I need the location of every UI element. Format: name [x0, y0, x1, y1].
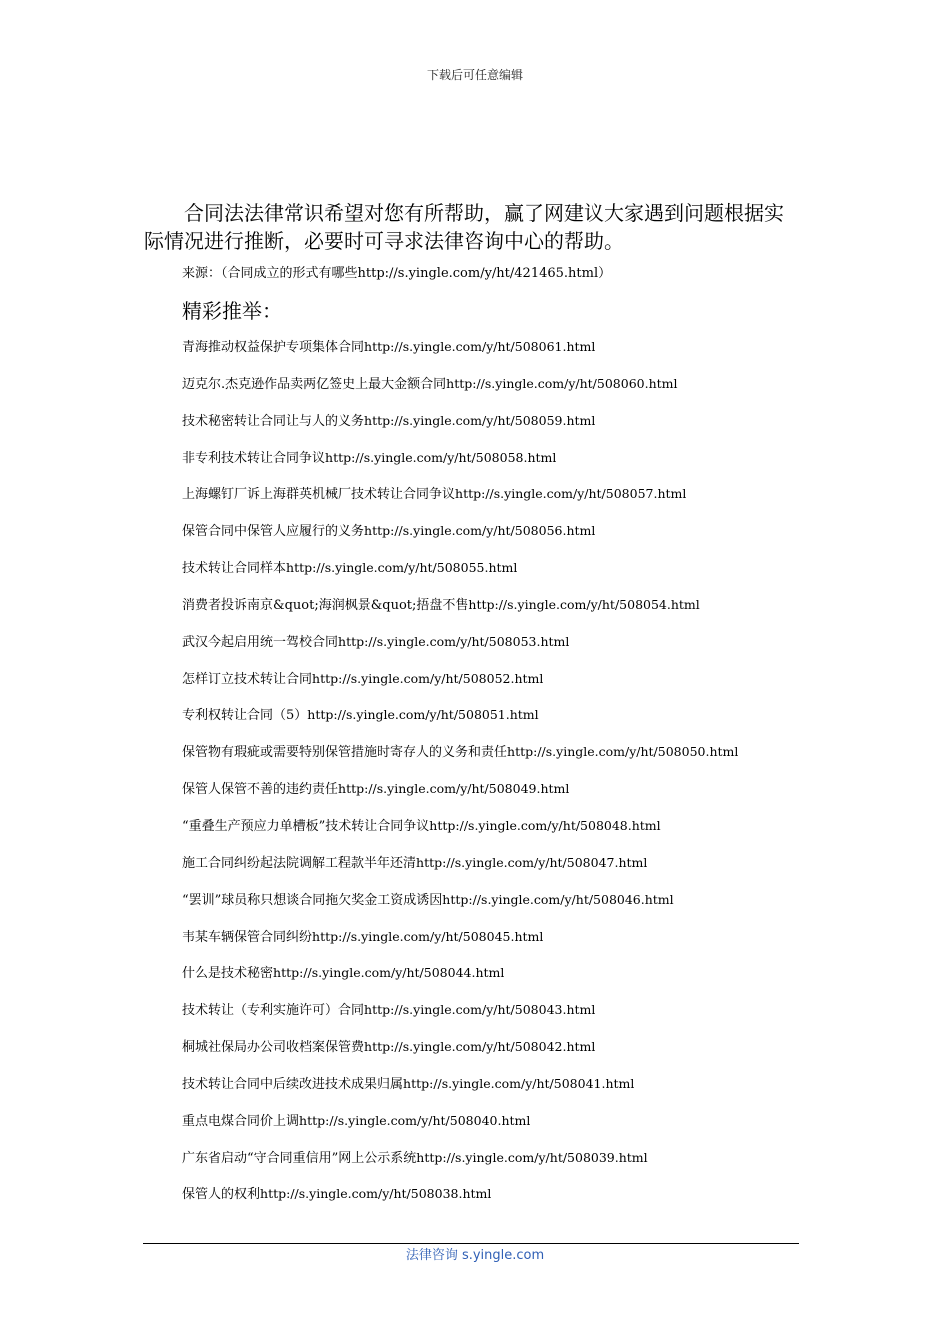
list-item[interactable]: [182, 927, 822, 964]
recommend-item-url[interactable]: http://s.yingle.com/y/ht/508039.html: [416, 1149, 648, 1165]
list-item[interactable]: [182, 558, 822, 595]
recommend-item-url[interactable]: http://s.yingle.com/y/ht/508060.html: [446, 375, 678, 391]
recommend-item-title[interactable]: 专利权转让合同（5）: [182, 708, 308, 724]
recommend-item-title[interactable]: 保管合同中保管人应履行的义务: [182, 524, 365, 540]
recommend-item-url[interactable]: http://s.yingle.com/y/ht/508059.html: [364, 412, 596, 428]
recommend-item-title[interactable]: 什么是技术秘密: [182, 966, 274, 982]
list-item[interactable]: [182, 890, 822, 927]
recommend-item-title[interactable]: 技术转让（专利实施许可）合同: [182, 1003, 365, 1019]
list-item[interactable]: [182, 595, 822, 632]
recommend-item-url[interactable]: http://s.yingle.com/y/ht/508047.html: [416, 854, 648, 870]
recommend-item-title[interactable]: “重叠生产预应力单槽板”技术转让合同争议: [182, 818, 430, 834]
list-item[interactable]: [182, 1074, 822, 1111]
recommend-item-title[interactable]: 重点电煤合同价上调: [182, 1113, 300, 1129]
recommend-item-url[interactable]: http://s.yingle.com/y/ht/508041.html: [403, 1075, 635, 1091]
list-item[interactable]: [182, 448, 822, 485]
list-item[interactable]: [182, 411, 822, 448]
list-item[interactable]: [182, 374, 822, 411]
list-item[interactable]: [182, 337, 822, 374]
list-item[interactable]: [182, 1000, 822, 1037]
recommend-item-title[interactable]: 上海螺钉厂诉上海群英机械厂技术转让合同争议: [182, 487, 456, 503]
recommend-item-url[interactable]: http://s.yingle.com/y/ht/508051.html: [307, 707, 539, 723]
recommend-item-url[interactable]: http://s.yingle.com/y/ht/508049.html: [338, 781, 570, 797]
recommend-item-title[interactable]: 技术秘密转让合同让与人的义务: [182, 413, 365, 429]
recommend-heading: 精彩推举：: [182, 299, 282, 323]
recommend-item-title[interactable]: 施工合同纠纷起法院调解工程款半年还清: [182, 855, 417, 871]
recommend-item-title[interactable]: 技术转让合同中后续改进技术成果归属: [182, 1076, 404, 1092]
list-item[interactable]: [182, 1037, 822, 1074]
recommend-item-url[interactable]: http://s.yingle.com/y/ht/508055.html: [286, 560, 518, 576]
recommend-item-title[interactable]: 迈克尔.杰克逊作品卖两亿签史上最大金额合同: [182, 376, 447, 392]
recommend-item-title[interactable]: 保管人保管不善的违约责任: [182, 782, 339, 798]
recommend-item-url[interactable]: http://s.yingle.com/y/ht/508053.html: [338, 633, 570, 649]
recommend-item-url[interactable]: http://s.yingle.com/y/ht/508043.html: [364, 1002, 596, 1018]
recommend-item-title[interactable]: 消费者投诉南京&quot;海润枫景&quot;捂盘不售: [182, 597, 469, 613]
list-item[interactable]: [182, 963, 822, 1000]
list-item[interactable]: [182, 1148, 822, 1185]
recommend-item-url[interactable]: http://s.yingle.com/y/ht/508045.html: [312, 928, 544, 944]
recommend-item-url[interactable]: http://s.yingle.com/y/ht/508058.html: [325, 449, 557, 465]
recommend-item-url[interactable]: http://s.yingle.com/y/ht/508038.html: [260, 1186, 492, 1202]
source-line: 来源：（合同成立的形式有哪些http://s.yingle.com/y/ht/421465.html）: [182, 266, 612, 281]
recommend-item-title[interactable]: 保管人的权利: [182, 1187, 261, 1203]
recommend-item-url[interactable]: http://s.yingle.com/y/ht/508044.html: [273, 965, 505, 981]
footer-link[interactable]: 法律咨询 s.yingle.com: [405, 1248, 545, 1263]
list-item[interactable]: [182, 779, 822, 816]
recommend-item-url[interactable]: http://s.yingle.com/y/ht/508040.html: [299, 1112, 531, 1128]
page-header-note: 下载后可任意编辑: [426, 68, 523, 82]
footer-divider: [143, 1243, 799, 1244]
recommend-item-title[interactable]: 青海推动权益保护专项集体合同: [182, 340, 365, 355]
list-item[interactable]: [182, 705, 822, 742]
recommend-item-title[interactable]: 技术转让合同样本: [182, 561, 287, 577]
list-item[interactable]: [182, 1184, 822, 1221]
recommend-item-title[interactable]: 保管物有瑕疵或需要特别保管措施时寄存人的义务和责任: [182, 745, 508, 761]
recommend-item-url[interactable]: http://s.yingle.com/y/ht/508054.html: [468, 596, 700, 612]
list-item[interactable]: [182, 521, 822, 558]
recommend-item-url[interactable]: http://s.yingle.com/y/ht/508046.html: [442, 891, 674, 907]
recommend-item-title[interactable]: 怎样订立技术转让合同: [182, 671, 313, 687]
recommend-item-title[interactable]: 韦某车辆保管合同纠纷: [182, 929, 313, 945]
recommend-item-url[interactable]: http://s.yingle.com/y/ht/508042.html: [364, 1039, 596, 1055]
recommend-item-title[interactable]: “罢训”球员称只想谈合同拖欠奖金工资成诱因: [182, 892, 443, 908]
recommend-item-title[interactable]: 广东省启动“守合同重信用”网上公示系统: [182, 1150, 417, 1166]
recommend-item-url[interactable]: http://s.yingle.com/y/ht/508052.html: [312, 670, 544, 686]
intro-paragraph: 合同法法律常识希望对您有所帮助，赢了网建议大家遇到问题根据实际情况进行推断，必要时可寻求法律咨询中心的帮助。: [144, 201, 784, 253]
recommend-item-url[interactable]: http://s.yingle.com/y/ht/508057.html: [455, 486, 687, 502]
list-item[interactable]: [182, 853, 822, 890]
recommend-item-url[interactable]: http://s.yingle.com/y/ht/508048.html: [429, 817, 661, 833]
list-item[interactable]: [182, 669, 822, 706]
list-item[interactable]: [182, 816, 822, 853]
recommend-item-url[interactable]: http://s.yingle.com/y/ht/508061.html: [364, 339, 596, 354]
recommend-item-url[interactable]: http://s.yingle.com/y/ht/508050.html: [507, 744, 739, 760]
recommend-item-title[interactable]: 武汉今起启用统一驾校合同: [182, 634, 339, 650]
list-item[interactable]: [182, 484, 822, 521]
list-item[interactable]: [182, 632, 822, 669]
list-item[interactable]: [182, 1111, 822, 1148]
list-item[interactable]: [182, 742, 822, 779]
recommend-list: [182, 337, 822, 1221]
recommend-item-title[interactable]: 桐城社保局办公司收档案保管费: [182, 1040, 365, 1056]
recommend-item-title[interactable]: 非专利技术转让合同争议: [182, 450, 326, 466]
recommend-item-url[interactable]: http://s.yingle.com/y/ht/508056.html: [364, 523, 596, 539]
